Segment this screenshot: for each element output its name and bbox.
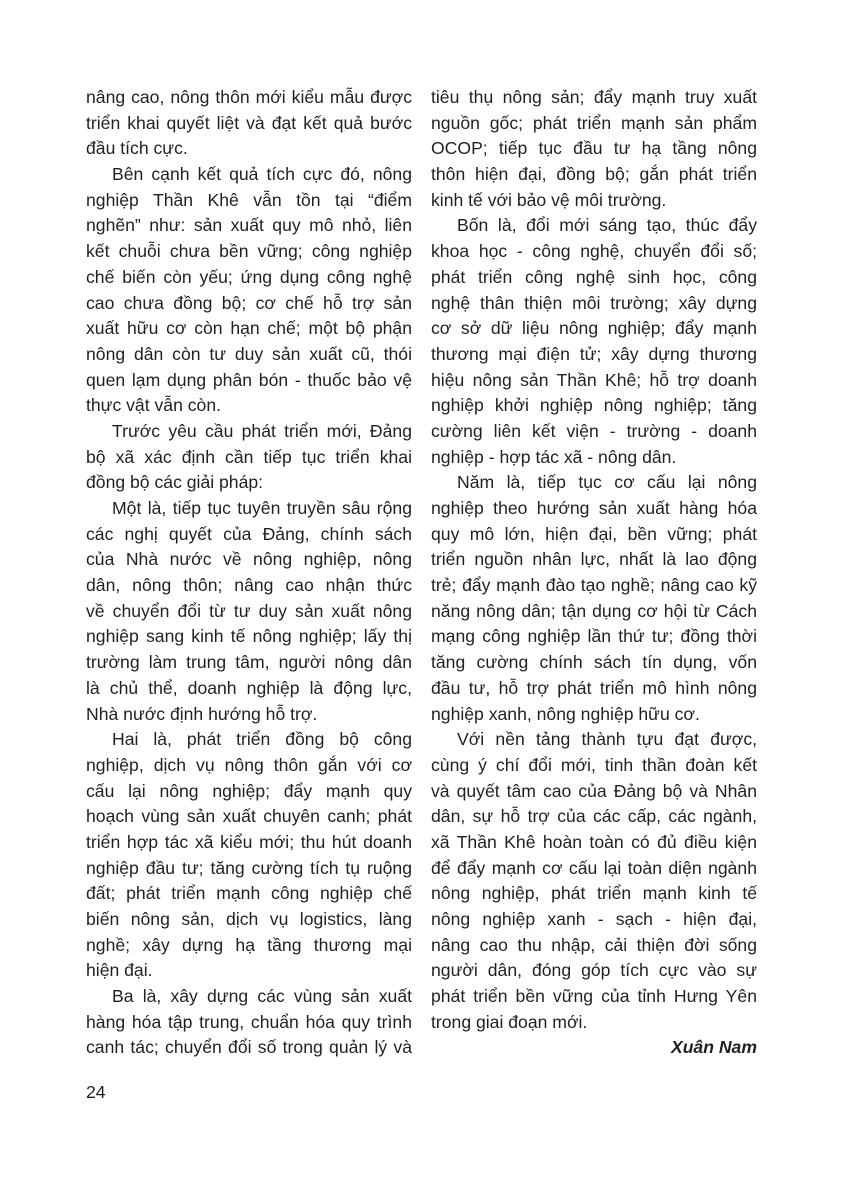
text-line: hoạch vùng sản xuất chuyên canh; phát — [86, 806, 412, 827]
text-line: nghẽn” như: sản xuất quy mô nhỏ, liên — [86, 215, 412, 236]
text-line: OCOP; tiếp tục đầu tư hạ tầng nông — [431, 138, 757, 159]
text-line: Một là, tiếp tục tuyên truyền sâu rộng — [112, 498, 412, 518]
text-line: cơ sở dữ liệu nông nghiệp; đẩy mạnh — [431, 318, 757, 339]
text-line: kết chuỗi chưa bền vững; công nghiệp — [86, 241, 412, 262]
text-line: Năm là, tiếp tục cơ cấu lại nông — [457, 472, 757, 493]
text-line: Nhà nước định hướng hỗ trợ. — [86, 703, 318, 724]
paragraph — [86, 727, 412, 984]
text-line: đất; phát triển mạnh công nghiệp chế — [86, 883, 412, 904]
text-line: xuất hữu cơ còn hạn chế; một bộ phận — [86, 318, 412, 339]
text-line: là chủ thể, doanh nghiệp là động lực, — [86, 677, 412, 698]
text-line: Với nền tảng thành tựu đạt được, — [457, 729, 757, 750]
text-line: tiêu thụ nông sản; đẩy mạnh truy xuất — [431, 87, 757, 107]
text-line: nông nghiệp, phát triển mạnh kinh tế — [431, 883, 757, 904]
text-line: nghiệp sang kinh tế nông nghiệp; lấy thị — [86, 626, 412, 647]
text-line: phát triển công nghệ sinh học, công — [431, 266, 757, 287]
text-line: nâng cao thu nhập, cải thiện đời sống — [431, 934, 757, 955]
text-line: dân, sự hỗ trợ của các cấp, các ngành, — [431, 806, 757, 827]
text-line: xã Thần Khê hoàn toàn có đủ điều kiện — [431, 831, 757, 852]
text-line: nông nghiệp xanh - sạch - hiện đại, — [431, 909, 757, 929]
paragraph — [86, 162, 412, 419]
text-line: nghiệp khởi nghiệp nông nghiệp; tăng — [431, 395, 757, 416]
text-line: quy mô lớn, hiện đại, bền vững; phát — [431, 523, 757, 544]
text-line: nghiệp theo hướng sản xuất hàng hóa — [431, 498, 757, 518]
text-line: cường liên kết viện - trường - doanh — [431, 420, 757, 441]
text-line: mạng công nghiệp lần thứ tư; đồng thời — [431, 626, 757, 647]
text-line: trong giai đoạn mới. — [431, 1011, 588, 1032]
paragraph — [86, 496, 412, 727]
text-column-left — [86, 85, 412, 1061]
text-line: canh tác; chuyển đổi số trong quản lý và — [86, 1037, 412, 1058]
text-line: chế biến còn yếu; ứng dụng công nghệ — [86, 266, 412, 287]
text-line: nghiệp đầu tư; tăng cường tích tụ ruộng — [86, 857, 412, 878]
text-column-right — [431, 85, 757, 1061]
paragraph — [431, 727, 757, 1035]
text-line: và quyết tâm cao của Đảng bộ và Nhân — [431, 780, 757, 801]
text-line: kinh tế với bảo vệ môi trường. — [431, 189, 667, 210]
text-line: nghề; xây dựng hạ tầng thương mại — [86, 934, 412, 955]
text-line: hàng hóa tập trung, chuẩn hóa quy trình — [86, 1011, 412, 1032]
page-number: 24 — [86, 1082, 106, 1102]
text-line: Hai là, phát triển đồng bộ công — [112, 729, 412, 750]
text-line: nghệ thân thiện môi trường; xây dựng — [431, 292, 757, 313]
paragraph — [431, 85, 757, 213]
text-line: nghiệp Thần Khê vẫn tồn tại “điểm — [86, 189, 412, 210]
text-line: nông dân còn tư duy sản xuất cũ, thói — [86, 343, 412, 364]
text-line: quen lạm dụng phân bón - thuốc bảo vệ — [86, 369, 412, 390]
text-line: khoa học - công nghệ, chuyển đổi số; — [431, 241, 757, 262]
text-line: thực vật vẫn còn. — [86, 395, 222, 416]
paragraph — [86, 984, 412, 1061]
text-line: cấu lại nông nghiệp; đẩy mạnh quy — [86, 780, 412, 801]
text-line: phát triển bền vững của tỉnh Hưng Yên — [431, 986, 757, 1007]
text-line: người dân, đóng góp tích cực vào sự — [431, 960, 757, 981]
text-line: về chuyển đổi từ tư duy sản xuất nông — [86, 600, 412, 621]
text-line: triển nguồn nhân lực, nhất là lao động — [431, 549, 757, 570]
paragraph — [431, 470, 757, 727]
text-line: hiệu nông sản Thần Khê; hỗ trợ doanh — [431, 369, 757, 390]
text-line: Bên cạnh kết quả tích cực đó, nông — [112, 164, 412, 185]
author-signature: Xuân Nam — [670, 1037, 757, 1058]
text-line: cùng ý chí đổi mới, tinh thần đoàn kết — [431, 754, 757, 775]
text-line: triển hợp tác xã kiểu mới; thu hút doanh — [86, 831, 412, 852]
text-line: dân, nông thôn; nâng cao nhận thức — [86, 575, 412, 596]
text-line: đầu tích cực. — [86, 138, 188, 159]
text-line: trường làm trung tâm, người nông dân — [86, 652, 412, 673]
text-line: các nghị quyết của Đảng, chính sách — [86, 523, 412, 544]
text-line: hiện đại. — [86, 960, 153, 981]
text-line: nguồn gốc; phát triển mạnh sản phẩm — [431, 112, 757, 133]
text-line: đồng bộ các giải pháp: — [86, 472, 264, 493]
text-line: nâng cao, nông thôn mới kiểu mẫu được — [86, 87, 412, 107]
text-line: nghiệp, dịch vụ nông thôn gắn với cơ — [86, 754, 412, 775]
text-line: nghiệp xanh, nông nghiệp hữu cơ. — [431, 703, 700, 724]
text-line: để đẩy mạnh cơ cấu lại toàn diện ngành — [431, 857, 757, 878]
paragraph — [86, 85, 412, 162]
text-line: thôn hiện đại, đồng bộ; gắn phát triển — [431, 164, 757, 185]
text-line: Ba là, xây dựng các vùng sản xuất — [112, 986, 412, 1007]
text-line: của Nhà nước về nông nghiệp, nông — [86, 549, 412, 570]
paragraph — [86, 419, 412, 496]
text-line: trẻ; đẩy mạnh đào tạo nghề; nâng cao kỹ — [431, 575, 757, 596]
text-line: bộ xã xác định cần tiếp tục triển khai — [86, 446, 412, 467]
text-line: nghiệp - hợp tác xã - nông dân. — [431, 446, 677, 467]
text-line: tăng cường chính sách tín dụng, vốn — [431, 652, 757, 673]
text-line: thương mại điện tử; xây dựng thương — [431, 343, 757, 364]
text-line: cao chưa đồng bộ; cơ chế hỗ trợ sản — [86, 292, 412, 313]
text-line: Bốn là, đổi mới sáng tạo, thúc đẩy — [457, 215, 757, 236]
text-line: Trước yêu cầu phát triển mới, Đảng — [112, 420, 412, 441]
text-line: biến nông sản, dịch vụ logistics, làng — [86, 909, 412, 929]
text-line: năng nông dân; tận dụng cơ hội từ Cách — [431, 600, 757, 621]
text-line: đầu tư, hỗ trợ phát triển mô hình nông — [431, 677, 757, 698]
paragraph — [431, 213, 757, 470]
text-line: triển khai quyết liệt và đạt kết quả bước — [86, 112, 412, 133]
